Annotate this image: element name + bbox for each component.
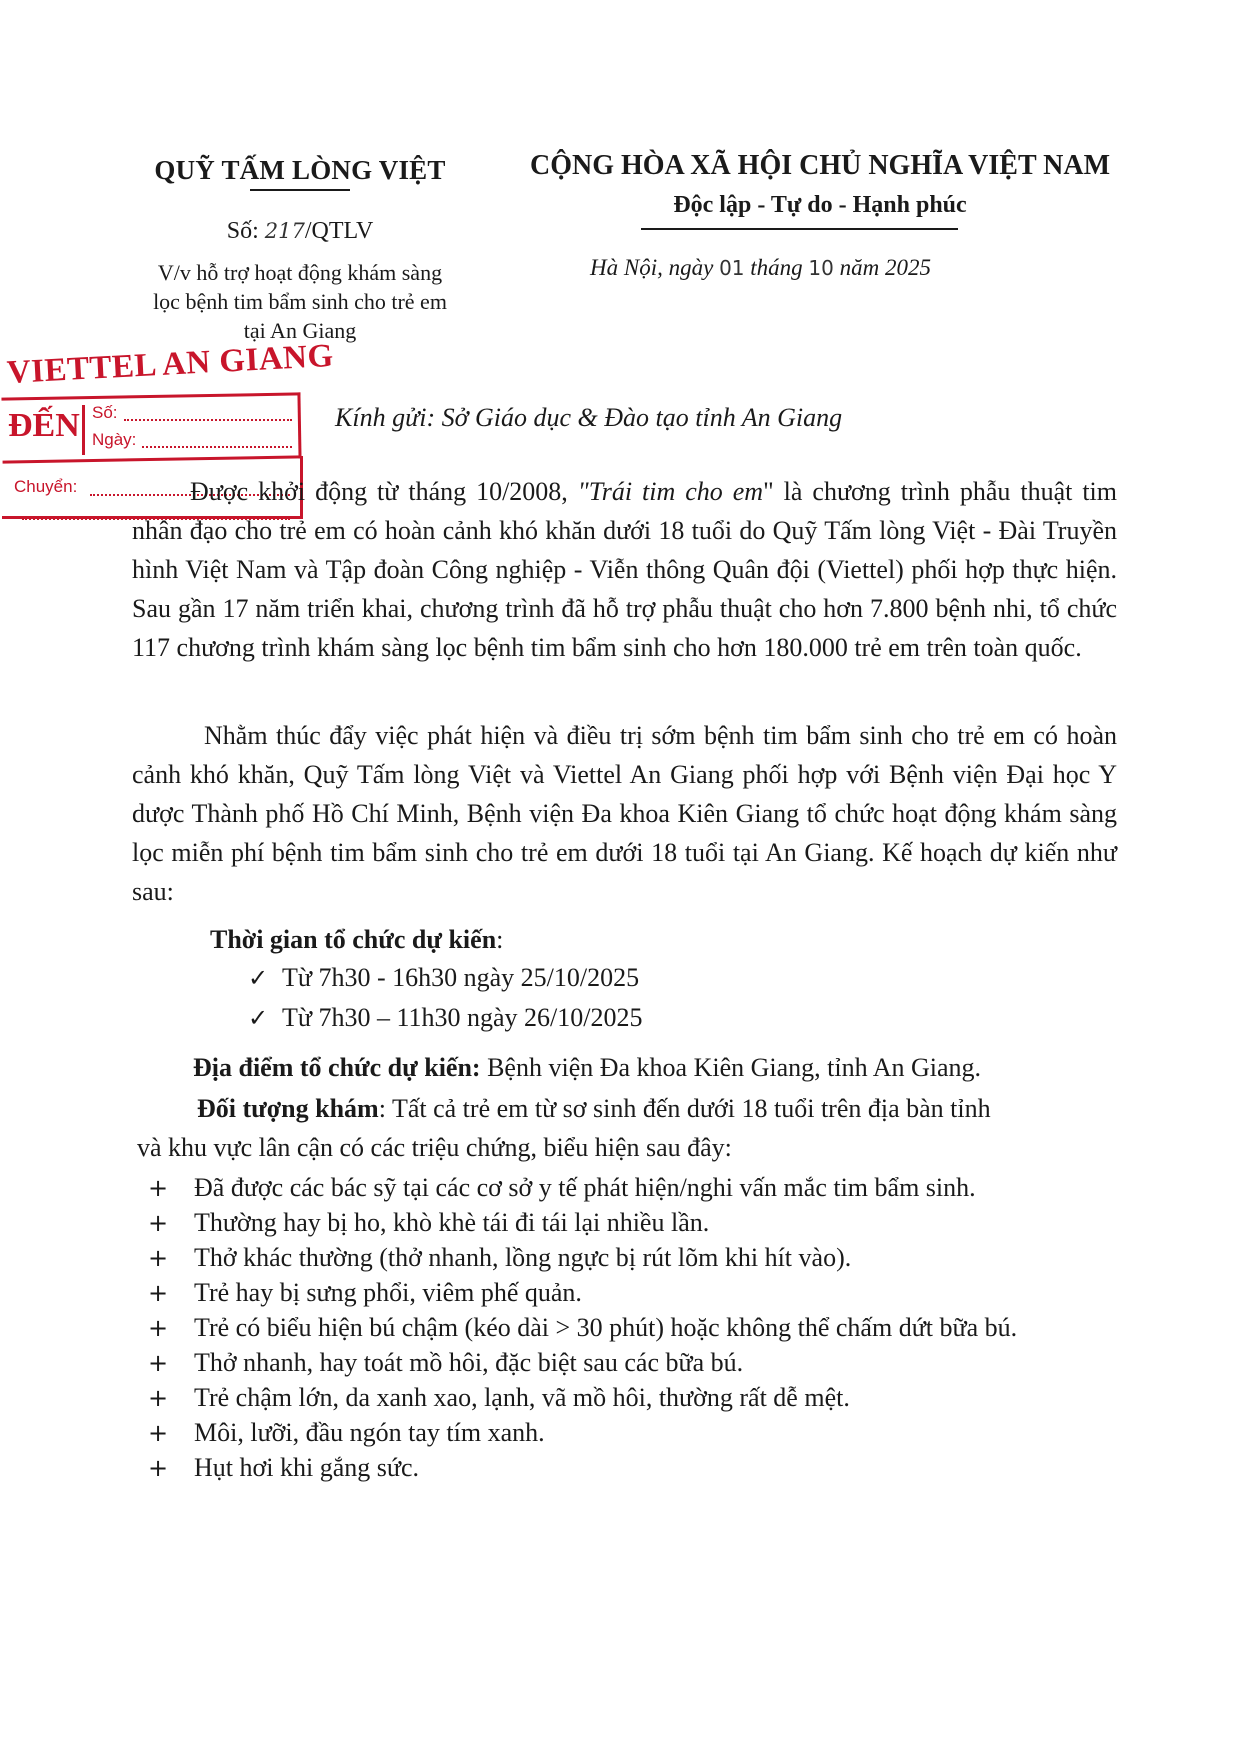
stamp-ngay-line <box>142 446 292 448</box>
list-item <box>148 1205 1118 1240</box>
symptom-text: Trẻ có biểu hiện bú chậm (kéo dài > 30 phút) hoặc không thể chấm dứt bữa bú. <box>194 1313 1018 1342</box>
subject-line: tại An Giang <box>243 318 357 343</box>
greeting: Kính gửi: Sở Giáo dục & Đào tạo tỉnh An Giang <box>335 403 843 432</box>
target-line <box>197 1094 991 1124</box>
check-icon: ✓ <box>248 1004 269 1032</box>
plus-icon: + <box>148 1384 169 1412</box>
time-heading-label: Thời gian tổ chức dự kiến <box>210 925 497 954</box>
subject-line: V/v hỗ trợ hoạt động khám sàng <box>157 260 443 285</box>
plus-icon: + <box>148 1244 169 1272</box>
time-item-text: Từ 7h30 – 11h30 ngày 26/10/2025 <box>282 1003 643 1032</box>
subject-line: lọc bệnh tim bẩm sinh cho trẻ em <box>153 289 447 314</box>
symptom-text: Thở khác thường (thở nhanh, lồng ngực bị rút lõm khi hít vào). <box>194 1243 852 1272</box>
doc-number-handwritten: 217 <box>264 219 305 243</box>
symptom-text: Trẻ chậm lớn, da xanh xao, lạnh, vã mồ hôi, thường rất dễ mệt. <box>194 1383 850 1412</box>
symptom-text: Thường hay bị ho, khò khè tái đi tái lại nhiều lần. <box>194 1208 710 1237</box>
list-item <box>148 1380 1118 1415</box>
stamp-den: ĐẾN <box>8 407 80 444</box>
check-icon: ✓ <box>248 964 269 992</box>
stamp-so-label: Số: <box>92 403 118 422</box>
list-item <box>148 1415 1118 1450</box>
stamp-separator <box>82 405 85 455</box>
date-day: 01 <box>719 256 745 280</box>
plus-icon: + <box>148 1454 169 1482</box>
plus-icon: + <box>148 1419 169 1447</box>
time-heading <box>210 925 503 955</box>
target-text: : Tất cả trẻ em từ sơ sinh đến dưới 18 tuổi trên địa bàn tỉnh <box>378 1094 991 1123</box>
org-underline <box>250 189 350 191</box>
symptom-text: Đã được các bác sỹ tại các cơ sở y tế phát hiện/nghi vấn mắc tim bẩm sinh. <box>194 1173 976 1202</box>
place-line <box>193 1053 981 1083</box>
national-title: CỘNG HÒA XÃ HỘI CHỦ NGHĨA VIỆT NAM <box>529 150 1111 181</box>
list-item <box>148 1310 1118 1345</box>
plus-icon: + <box>148 1209 169 1237</box>
list-item <box>148 1450 1118 1485</box>
date-suffix: năm 2025 <box>833 255 931 280</box>
symptom-text: Trẻ hay bị sưng phổi, viêm phế quản. <box>194 1278 582 1307</box>
list-item <box>148 1345 1118 1380</box>
place-text: Bệnh viện Đa khoa Kiên Giang, tỉnh An Giang. <box>480 1053 982 1082</box>
stamp-so-line <box>124 419 292 421</box>
stamp-ngay-label: Ngày: <box>92 430 137 449</box>
doc-number-suffix: /QTLV <box>304 218 374 244</box>
paragraph-intro <box>132 472 1117 667</box>
stamp-title: VIETTEL AN GIANG <box>6 337 335 391</box>
symptom-text: Thở nhanh, hay toát mồ hôi, đặc biệt sau các bữa bú. <box>194 1348 744 1377</box>
date-month: 10 <box>808 256 834 280</box>
subject <box>120 258 480 345</box>
stamp-chuyen-label: Chuyển: <box>14 477 78 496</box>
target-heading: Đối tượng khám <box>197 1094 379 1123</box>
organization-name: QUỸ TẤM LÒNG VIỆT <box>154 155 446 185</box>
target-line-2: và khu vực lân cận có các triệu chứng, biểu hiện sau đây: <box>137 1133 732 1162</box>
list-item <box>148 1240 1118 1275</box>
plus-icon: + <box>148 1279 169 1307</box>
time-item <box>248 963 639 993</box>
time-item <box>248 1003 643 1033</box>
time-heading-colon: : <box>496 925 504 954</box>
time-item-text: Từ 7h30 - 16h30 ngày 25/10/2025 <box>282 963 640 992</box>
document-number <box>135 218 465 245</box>
date-prefix: Hà Nội, ngày <box>590 255 720 280</box>
date-month-label: tháng <box>744 255 809 280</box>
doc-number-prefix: Số: <box>226 218 265 244</box>
document-date <box>590 255 1150 281</box>
symptom-list <box>148 1170 1118 1485</box>
motto-underline <box>641 228 958 230</box>
symptom-text: Hụt hơi khi gắng sức. <box>194 1453 419 1482</box>
list-item <box>148 1275 1118 1310</box>
intro-text-a: Được khởi động từ tháng 10/2008, <box>190 477 578 506</box>
plus-icon: + <box>148 1314 169 1342</box>
intro-text-b: " là chương trình phẫu thuật tim nhân đạo cho trẻ em có hoàn cảnh khó khăn dưới 18 tuổi do Quỹ Tấm lòng Việt - Đài Truyền hình Việt Nam và Tập đoàn Công nghiệp - Viễn thông Quân đội (Viettel) phối hợp thực hiện. Sau gần 17 năm triển khai, chương trình đã hỗ trợ phẫu thuật cho hơn 7.800 bệnh nhi, tổ chức 117 chương trình khám sàng lọc bệnh tim bẩm sinh cho hơn 180.000 trẻ em trên toàn quốc. <box>132 477 1118 662</box>
place-heading: Địa điểm tổ chức dự kiến: <box>193 1053 481 1082</box>
plus-icon: + <box>148 1174 169 1202</box>
plus-icon: + <box>148 1349 169 1377</box>
symptom-text: Môi, lưỡi, đầu ngón tay tím xanh. <box>194 1418 545 1447</box>
program-name: "Trái tim cho em <box>577 477 764 506</box>
national-motto: Độc lập - Tự do - Hạnh phúc <box>673 192 967 218</box>
list-item <box>148 1170 1118 1205</box>
paragraph-plan: Nhằm thúc đẩy việc phát hiện và điều trị sớm bệnh tim bẩm sinh cho trẻ em có hoàn cảnh khó khăn, Quỹ Tấm lòng Việt và Viettel An Giang phối hợp với Bệnh viện Đại học Y dược Thành phố Hồ Chí Minh, Bệnh viện Đa khoa Kiên Giang tổ chức hoạt động khám sàng lọc miễn phí bệnh tim bẩm sinh cho trẻ em dưới 18 tuổi tại An Giang. Kế hoạch dự kiến như sau: <box>132 721 1117 906</box>
